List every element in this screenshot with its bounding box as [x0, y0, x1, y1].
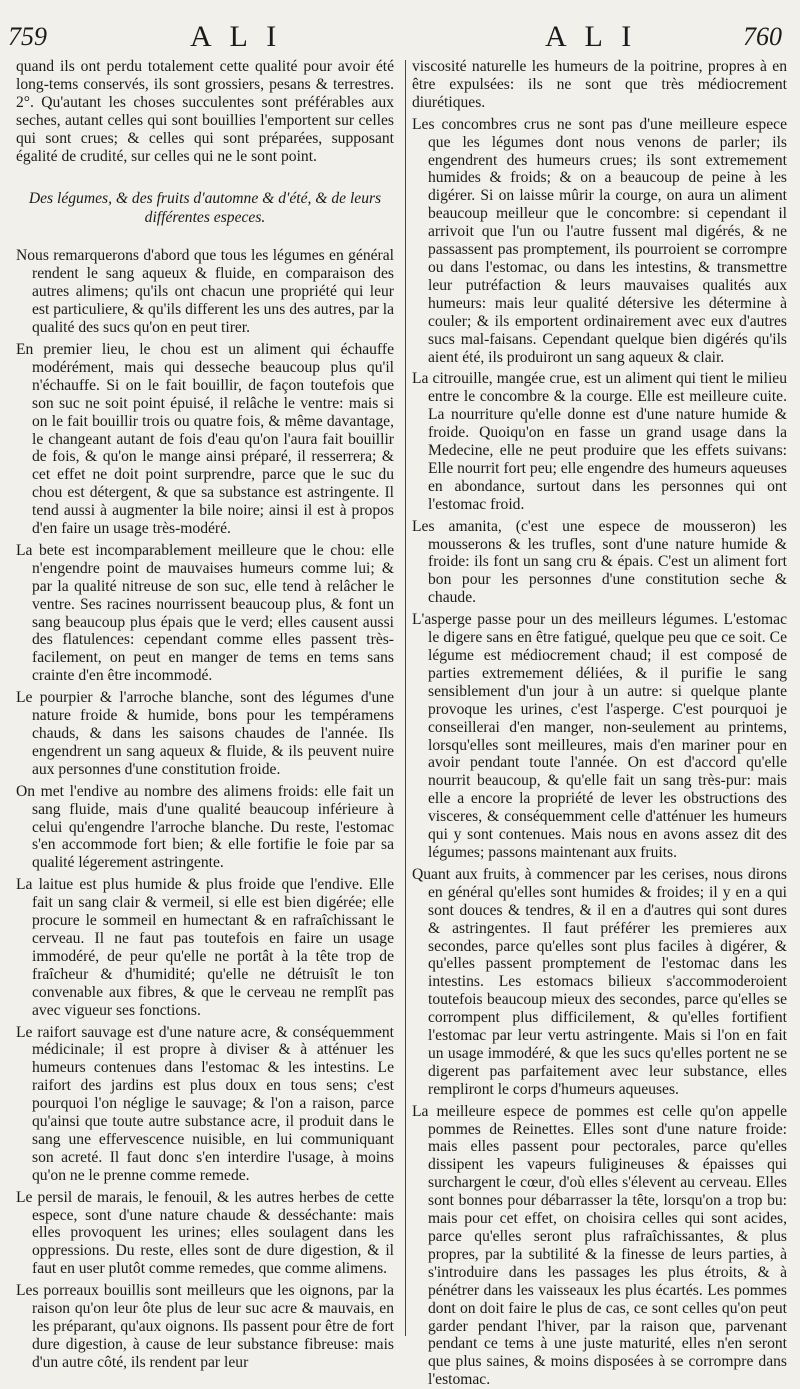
left-running-head: A L I [190, 20, 283, 53]
paragraph-chou: En premier lieu, le chou est un aliment qui échauffe modérément, mais qui desseche beaucoup plus qu'il n'échauffe. Si on le fait bouillir, de façon toutefois que son suc ne soit point épuisé, il relâche le ventre: mais si on le fait bouillir trois ou quatre fois, & même davantage, le changeant autant de fois d'eau qu'on l'aura fait bouillir de fois, & qu'on le mange ainsi préparé, il resserrera; & cet effet ne doit point surprendre, parce que le suc du chou est détergent, & que sa substance est astringente. Il tend aussi à augmenter la bile noire; ainsi il est à propos d'en faire un usage très-modéré. [16, 340, 394, 538]
paragraph-amanita: Les amanita, (c'est une espece de mousseron) les mousserons & les trufles, sont d'une nature humide & froide: ils font un sang cru & épais. C'est un aliment fort bon pour les personnes d'une constitution seche & chaude. [412, 517, 787, 607]
left-column [16, 58, 394, 1371]
left-page-number: 759 [8, 22, 47, 51]
paragraph-citrouille: La citrouille, mangée crue, est un aliment qui tient le milieu entre le concombre & la courge. Elle est meilleure cuite. La nourriture qu'elle donne est d'une nature humide & froide. Quoiqu'on en fasse un grand usage dans la Medecine, elle ne peut produire que les effets suivans: Elle nourrit fort peu; elle engendre des humeurs aqueuses en abondance, surtout dans les personnes qui ont l'estomac froid. [412, 370, 787, 513]
paragraph-legumes: Nous remarquerons d'abord que tous les légumes en général rendent le sang aqueux & fluide, en comparaison des autres alimens; qu'ils ont chacun une propriété qui leur est particuliere, & qu'ils different les uns des autres, par la qualité des sucs qu'on en peut tirer. [16, 247, 394, 337]
column-divider [405, 60, 406, 1336]
paragraph-raifort: Le raifort sauvage est d'une nature acre, & conséquemment médicinale; il est propre à diviser & à atténuer les humeurs contenues dans l'estomac & les intestins. Le raifort des jardins est plus doux en tous sens; c'est pourquoi l'on néglige le sauvage; & l'on a raison, parce qu'ainsi que toute autre substance acre, il produit dans le sang une effervescence nuisible, en lui communiquant son acreté. Il faut donc s'en interdire l'usage, à moins qu'on ne le prenne comme remede. [16, 1023, 394, 1184]
paragraph-pourpier: Le pourpier & l'arroche blanche, sont des légumes d'une nature froide & humide, bons pour les tempéramens chauds, & dans les saisons chaudes de l'année. Ils engendrent un sang aqueux & fluide, & ils peuvent nuire aux personnes d'une constitution froide. [16, 689, 394, 778]
paragraph-cerises: Quant aux fruits, à commencer par les cerises, nous dirons en général qu'elles sont humides & froides; il y en a qui sont douces & tendres, & il en a d'autres qui sont dures & astringentes. Il faut préférer les premieres aux secondes, parce qu'elles sont plus faciles à digérer, & qu'elles passent promptement de l'estomac dans les intestins. Les estomacs bilieux s'accommoderoient toutefois beaucoup mieux des secondes, parce qu'elles se corrompent plus difficilement, & qu'elles fortifient l'estomac par leur vertu astringente. Mais si l'on en fait un usage immodéré, & que les sucs qu'elles portent ne se digerent pas parfaitement avec leur substance, elles rempliront le corps d'humeurs aqueuses. [412, 865, 787, 1098]
paragraph-asperge: L'asperge passe pour un des meilleurs légumes. L'estomac le digere sans en être fatigué, quelque peu que ce soit. Ce légume est médiocrement chaud; il est composé de parties extremement déliées, & il purifie le sang sensiblement d'un jour à un autre: si quelque plante provoque les urines, c'est l'asperge. C'est pourquoi je conseillerai d'en manger, non-seulement au printems, lorsqu'elles sont meilleures, mais d'en mariner pour en avoir pendant toute l'année. On est d'accord qu'elle nourrit beaucoup, & qu'elle fait un sang très-pur: mais elle a encore la propriété de lever les obstructions des visceres, & conséquemment celle d'atténuer les humeurs qui y sont contenues. Mais nous en avons assez dit des légumes; passons maintenant aux fruits. [412, 611, 787, 861]
paragraph-bete: La bete est incomparablement meilleure que le chou: elle n'engendre point de mauvaises humeurs comme lui; & par la qualité nitreuse de son suc, elle tend à relâcher le ventre. Ses racines nourrissent beaucoup plus, & font un sang beaucoup plus épais que le verd; elles causent aussi des flatulences: cependant comme elles passent très-facilement, on peut en manger de tems en tems sans crainte d'en être incommodé. [16, 541, 394, 685]
paragraph-endive: On met l'endive au nombre des alimens froids: elle fait un sang fluide, mais d'une qualité beaucoup inférieure à celui qu'engendre l'arroche blanche. Du reste, l'estomac s'en accommode fort bien; & elle fortifie le foie par sa qualité légerement astringente. [16, 782, 394, 872]
section-title: Des légumes, & des fruits d'automne & d'été, & de leurs différentes especes. [28, 190, 382, 227]
right-opening-paragraph: viscosité naturelle les humeurs de la poitrine, propres à en être expulsées: ils ne sont que très médiocrement diurétiques. [412, 58, 787, 111]
paragraph-porreaux: Les porreaux bouillis sont meilleurs que les oignons, par la raison qu'on leur ôte plus de leur suc acre & mauvais, en les préparant, qu'aux oignons. Ils passent pour être de fort dure digestion, à cause de leur substance fibreuse: mais d'un autre côté, ils rendent par leur [16, 1282, 394, 1371]
paragraph-concombres: Les concombres crus ne sont pas d'une meilleure espece que les légumes dont nous venons de parler; ils engendrent des humeurs crues; ils sont extremement humides & froids; & on a beaucoup de peine à les digérer. Si on laisse mûrir la courge, on aura un aliment beaucoup meilleur que le concombre: si cependant il arrivoit que l'un ou l'autre fussent mal digérés, & ne passassent pas promptement, ils pourroient se corrompre ou dans l'estomac, ou dans les intestins, & transmettre leur putréfaction & leurs mauvaises qualités aux humeurs: mais leur qualité détersive les détermine à couler; & ils emportent ordinairement avec eux d'autres sucs mal-faisans. Cependant quelque bien digérés qu'ils aient été, ils produiront un sang aqueux & clair. [412, 115, 787, 366]
paragraph-pommes: La meilleure espece de pommes est celle qu'on appelle pommes de Reinettes. Elles sont d'une nature froide: mais elles passent pour pectorales, parce qu'elles dissipent les vapeurs fuligineuses & épaisses qui surchargent le cœur, d'où elles s'élevent au cerveau. Elles sont bonnes pour débarrasser la tête, lorsqu'on a trop bu: mais pour cet effet, on choisira celles qui sont acides, parce qu'elles seront plus rafraîchissantes, & plus propres, par la subtilité & la finesse de leurs parties, à s'introduire dans les passages les plus étroits, & à pénétrer dans les vaisseaux les plus écartés. Les pommes dont on doit faire le plus de cas, ce sont celles qu'on peut garder pendant l'hiver, par la raison que, parvenant pendant ce tems à une juste maturité, elles n'en seront que plus saines, & moins disposées à se corrompre dans l'estomac. [412, 1102, 787, 1389]
right-page-number: 760 [743, 22, 782, 51]
right-column [412, 58, 787, 1389]
left-opening-paragraph: quand ils ont perdu totalement cette qualité pour avoir été long-tems conservés, ils sont grossiers, pesans & terrestres. 2°. Qu'autant les choses succulentes sont préférables aux seches, autant celles qui sont bouillies l'emportent sur celles qui sont crues; & celles qui sont préparées, supposant égalité de crudité, sur celles qui ne le sont point. [16, 58, 394, 165]
right-running-head: A L I [545, 20, 638, 53]
page-header [0, 20, 800, 56]
paragraph-persil: Le persil de marais, le fenouil, & les autres herbes de cette espece, sont d'une nature chaude & desséchante: mais elles provoquent les urines; elles soulagent dans les oppressions. Du reste, elles sont de dure digestion, & il faut en user plutôt comme remedes, que comme alimens. [16, 1188, 394, 1278]
paragraph-laitue: La laitue est plus humide & plus froide que l'endive. Elle fait un sang clair & vermeil, si elle est bien digérée; elle procure le sommeil en humectant & en rafraîchissant le cerveau. Il ne faut pas toutefois en faire un usage immodéré, de peur qu'elle ne portât à la tête trop de fraîcheur & d'humidité; qu'elle ne détruisît le ton convenable aux fibres, & que le cerveau ne remplît pas avec vigueur ses fonctions. [16, 876, 394, 1019]
